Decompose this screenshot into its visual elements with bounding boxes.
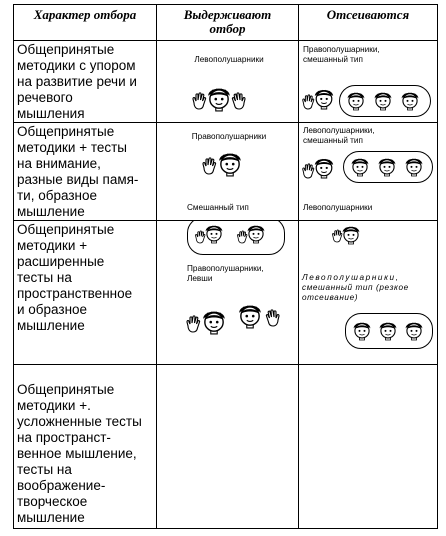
dropped-cell [299, 41, 438, 123]
dropped-cell [299, 123, 438, 221]
kept-cell [157, 221, 299, 365]
kept-label: Правополушарники, Левши [187, 264, 264, 283]
method-cell: Общепринятые методики + расширенные тесты на пространственное и образное мышление [14, 221, 157, 365]
kept-cell [157, 365, 299, 529]
mixed-type-group [339, 85, 431, 117]
method-cell: Общепринятые методики + тесты на внимание, разные виды памя- ти, образное мышление [14, 123, 157, 221]
mixed-type-group [187, 221, 285, 256]
mixed-type-group [343, 151, 433, 183]
kept-cell [157, 41, 299, 123]
method-cell: Общепринятые методики +. усложненные тесты на пространст- венное мышление, тесты на воображение- творческое мышление [14, 365, 157, 529]
header-pass: Выдерживают отбор [157, 5, 299, 41]
kept-label: Левополушарники [194, 55, 264, 64]
table-row [14, 365, 438, 529]
dropped-label: Левополушарники [303, 203, 373, 212]
table-row [14, 123, 438, 221]
mixed-type-group [345, 313, 433, 349]
table-header-row [14, 5, 438, 41]
dropped-label: Правополушарники, смешанный тип [303, 45, 380, 64]
table-row [14, 41, 438, 123]
table-row [14, 221, 438, 365]
kept-label: Правополушарники [191, 132, 267, 141]
dropped-label: Левополушарники, смешанный тип [303, 126, 375, 145]
dropped-cell [299, 221, 438, 365]
selection-table [13, 4, 438, 529]
header-selection-type: Характер отбора [14, 5, 157, 41]
kept-label: Смешанный тип [187, 203, 249, 212]
header-dropped: Отсеиваются [299, 5, 438, 41]
dropped-cell [299, 365, 438, 529]
kept-cell [157, 123, 299, 221]
method-cell: Общепринятые методики с упором на развитие речи и речевого мышления [14, 41, 157, 123]
dropped-label: Левополушарники, смешанный тип (резкое отсеивание) [302, 273, 409, 302]
